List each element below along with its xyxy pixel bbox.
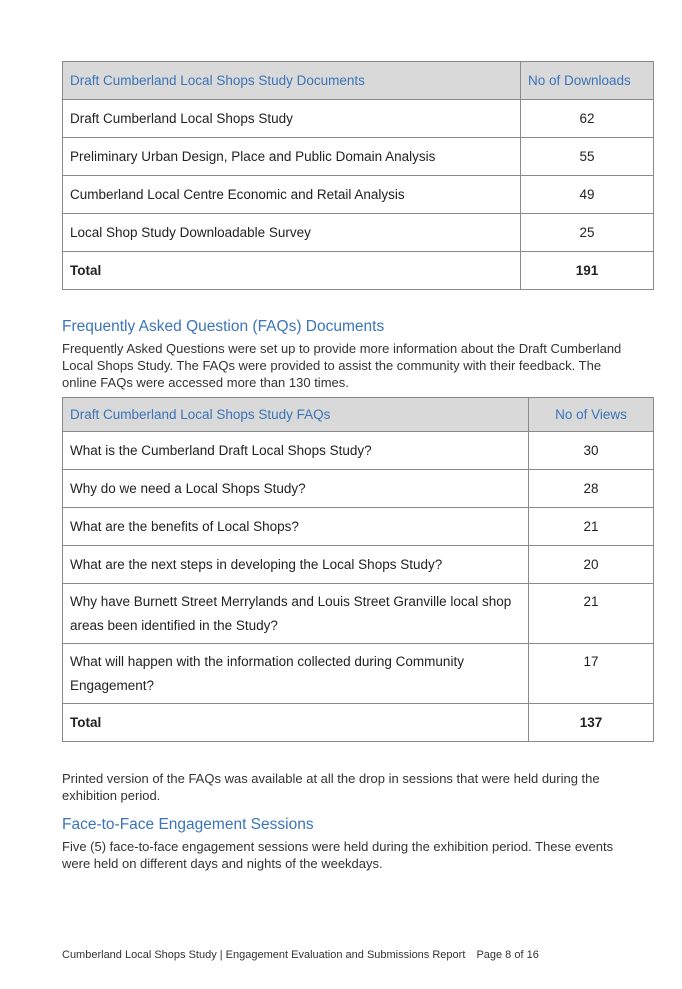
table-header-row — [63, 398, 654, 432]
total-value: 191 — [521, 252, 654, 290]
faq-question: What are the benefits of Local Shops? — [63, 508, 529, 546]
faq-question: What is the Cumberland Draft Local Shops Study? — [63, 432, 529, 470]
view-count: 28 — [529, 470, 654, 508]
download-count: 62 — [521, 100, 654, 138]
downloads-table — [62, 61, 654, 290]
table-row — [63, 138, 654, 176]
faq-table — [62, 397, 654, 742]
faq-question: What are the next steps in developing the Local Shops Study? — [63, 546, 529, 584]
faq-question: What will happen with the information collected during Community Engagement? — [63, 644, 529, 704]
column-header: Draft Cumberland Local Shops Study Documents — [63, 62, 521, 100]
column-header: No of Downloads — [521, 62, 654, 100]
table-row — [63, 100, 654, 138]
printed-faq-note: Printed version of the FAQs was available at all the drop in sessions that were held during the exhibition period. — [62, 771, 600, 803]
view-count: 30 — [529, 432, 654, 470]
face-to-face-paragraph: Five (5) face-to-face engagement sessions were held during the exhibition period. These events were held on different days and nights of the weekdays. — [62, 839, 614, 871]
table-row — [63, 546, 654, 584]
document-name: Cumberland Local Centre Economic and Retail Analysis — [63, 176, 521, 214]
download-count: 25 — [521, 214, 654, 252]
table-row — [63, 470, 654, 508]
table-row — [63, 584, 654, 644]
page-footer — [62, 949, 539, 961]
column-header: Draft Cumberland Local Shops Study FAQs — [63, 398, 529, 432]
faq-question: Why have Burnett Street Merrylands and Louis Street Granville local shop areas been identified in the Study? — [63, 584, 529, 644]
table-row — [63, 214, 654, 252]
table-header-row — [63, 62, 654, 100]
download-count: 55 — [521, 138, 654, 176]
table-row — [63, 508, 654, 546]
page-number: Page 8 of 16 — [476, 949, 539, 961]
footer-title: Cumberland Local Shops Study | Engagement Evaluation and Submissions Report — [62, 949, 466, 961]
total-value: 137 — [529, 704, 654, 742]
view-count: 21 — [529, 508, 654, 546]
table-row — [63, 176, 654, 214]
table-row — [63, 432, 654, 470]
faq-section-paragraph: Frequently Asked Questions were set up to provide more information about the Draft Cumberland Local Shops Study. The FAQs were provided to assist the community with their feedback. The online FAQs were accessed more than 130 times. — [62, 341, 622, 390]
document-name: Preliminary Urban Design, Place and Public Domain Analysis — [63, 138, 521, 176]
view-count: 21 — [529, 584, 654, 644]
faq-section-heading: Frequently Asked Question (FAQs) Documents — [62, 318, 385, 335]
total-row — [63, 704, 654, 742]
table-row — [63, 644, 654, 704]
view-count: 17 — [529, 644, 654, 704]
download-count: 49 — [521, 176, 654, 214]
face-to-face-heading: Face-to-Face Engagement Sessions — [62, 816, 314, 833]
faq-question: Why do we need a Local Shops Study? — [63, 470, 529, 508]
view-count: 20 — [529, 546, 654, 584]
column-header: No of Views — [529, 398, 654, 432]
total-row — [63, 252, 654, 290]
document-name: Draft Cumberland Local Shops Study — [63, 100, 521, 138]
total-label: Total — [63, 252, 521, 290]
document-name: Local Shop Study Downloadable Survey — [63, 214, 521, 252]
total-label: Total — [63, 704, 529, 742]
